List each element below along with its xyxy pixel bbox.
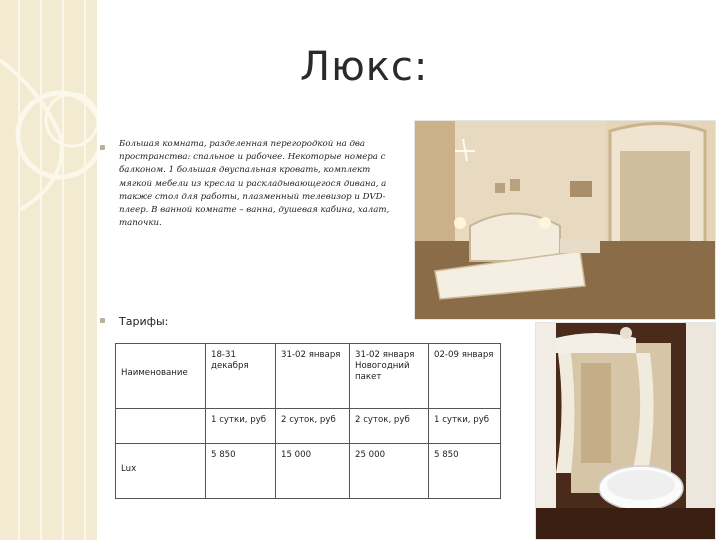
- table-row: [116, 409, 501, 444]
- period-cell: 31-02 января Новогодний пакет: [350, 344, 429, 409]
- bullet-icon: [100, 318, 105, 323]
- price-cell: 5 850: [206, 444, 276, 499]
- table-row: [116, 444, 501, 499]
- bedroom-photo: [414, 120, 716, 320]
- duration-cell: 2 суток, руб: [350, 409, 429, 444]
- price-cell: 5 850: [429, 444, 501, 499]
- room-description: Большая комната, разделенная перегородкой на два пространства: спальное и рабочее. Некоторые номера с балконом. 1 большая двуспальная кровать, комплект мягкой мебели из кресла и раскладывающегося дивана, а также стол для работы, плазменный телевизор и DVD-плеер. В ванной комнате – ванна, душевая кабина, халат, тапочки.: [119, 139, 390, 229]
- duration-cell: 1 сутки, руб: [429, 409, 501, 444]
- row-label-cell: Lux: [116, 444, 206, 499]
- price-cell: 15 000: [276, 444, 350, 499]
- header-cell: Наименование: [116, 344, 206, 409]
- table-row: [116, 344, 501, 409]
- empty-cell: [116, 409, 206, 444]
- period-cell: 31-02 января: [276, 344, 350, 409]
- period-cell: 02-09 января: [429, 344, 501, 409]
- duration-cell: 1 сутки, руб: [206, 409, 276, 444]
- bullet-icon: [100, 145, 105, 150]
- decorative-side-band: [0, 0, 97, 540]
- swirl-ornament: [0, 0, 97, 540]
- duration-cell: 2 суток, руб: [276, 409, 350, 444]
- rates-table: [115, 343, 501, 499]
- price-cell: 25 000: [350, 444, 429, 499]
- period-cell: 18-31 декабря: [206, 344, 276, 409]
- tariffs-label: Тарифы:: [119, 315, 169, 328]
- page-title: Люкс:: [300, 44, 429, 90]
- bathroom-photo: [535, 322, 716, 540]
